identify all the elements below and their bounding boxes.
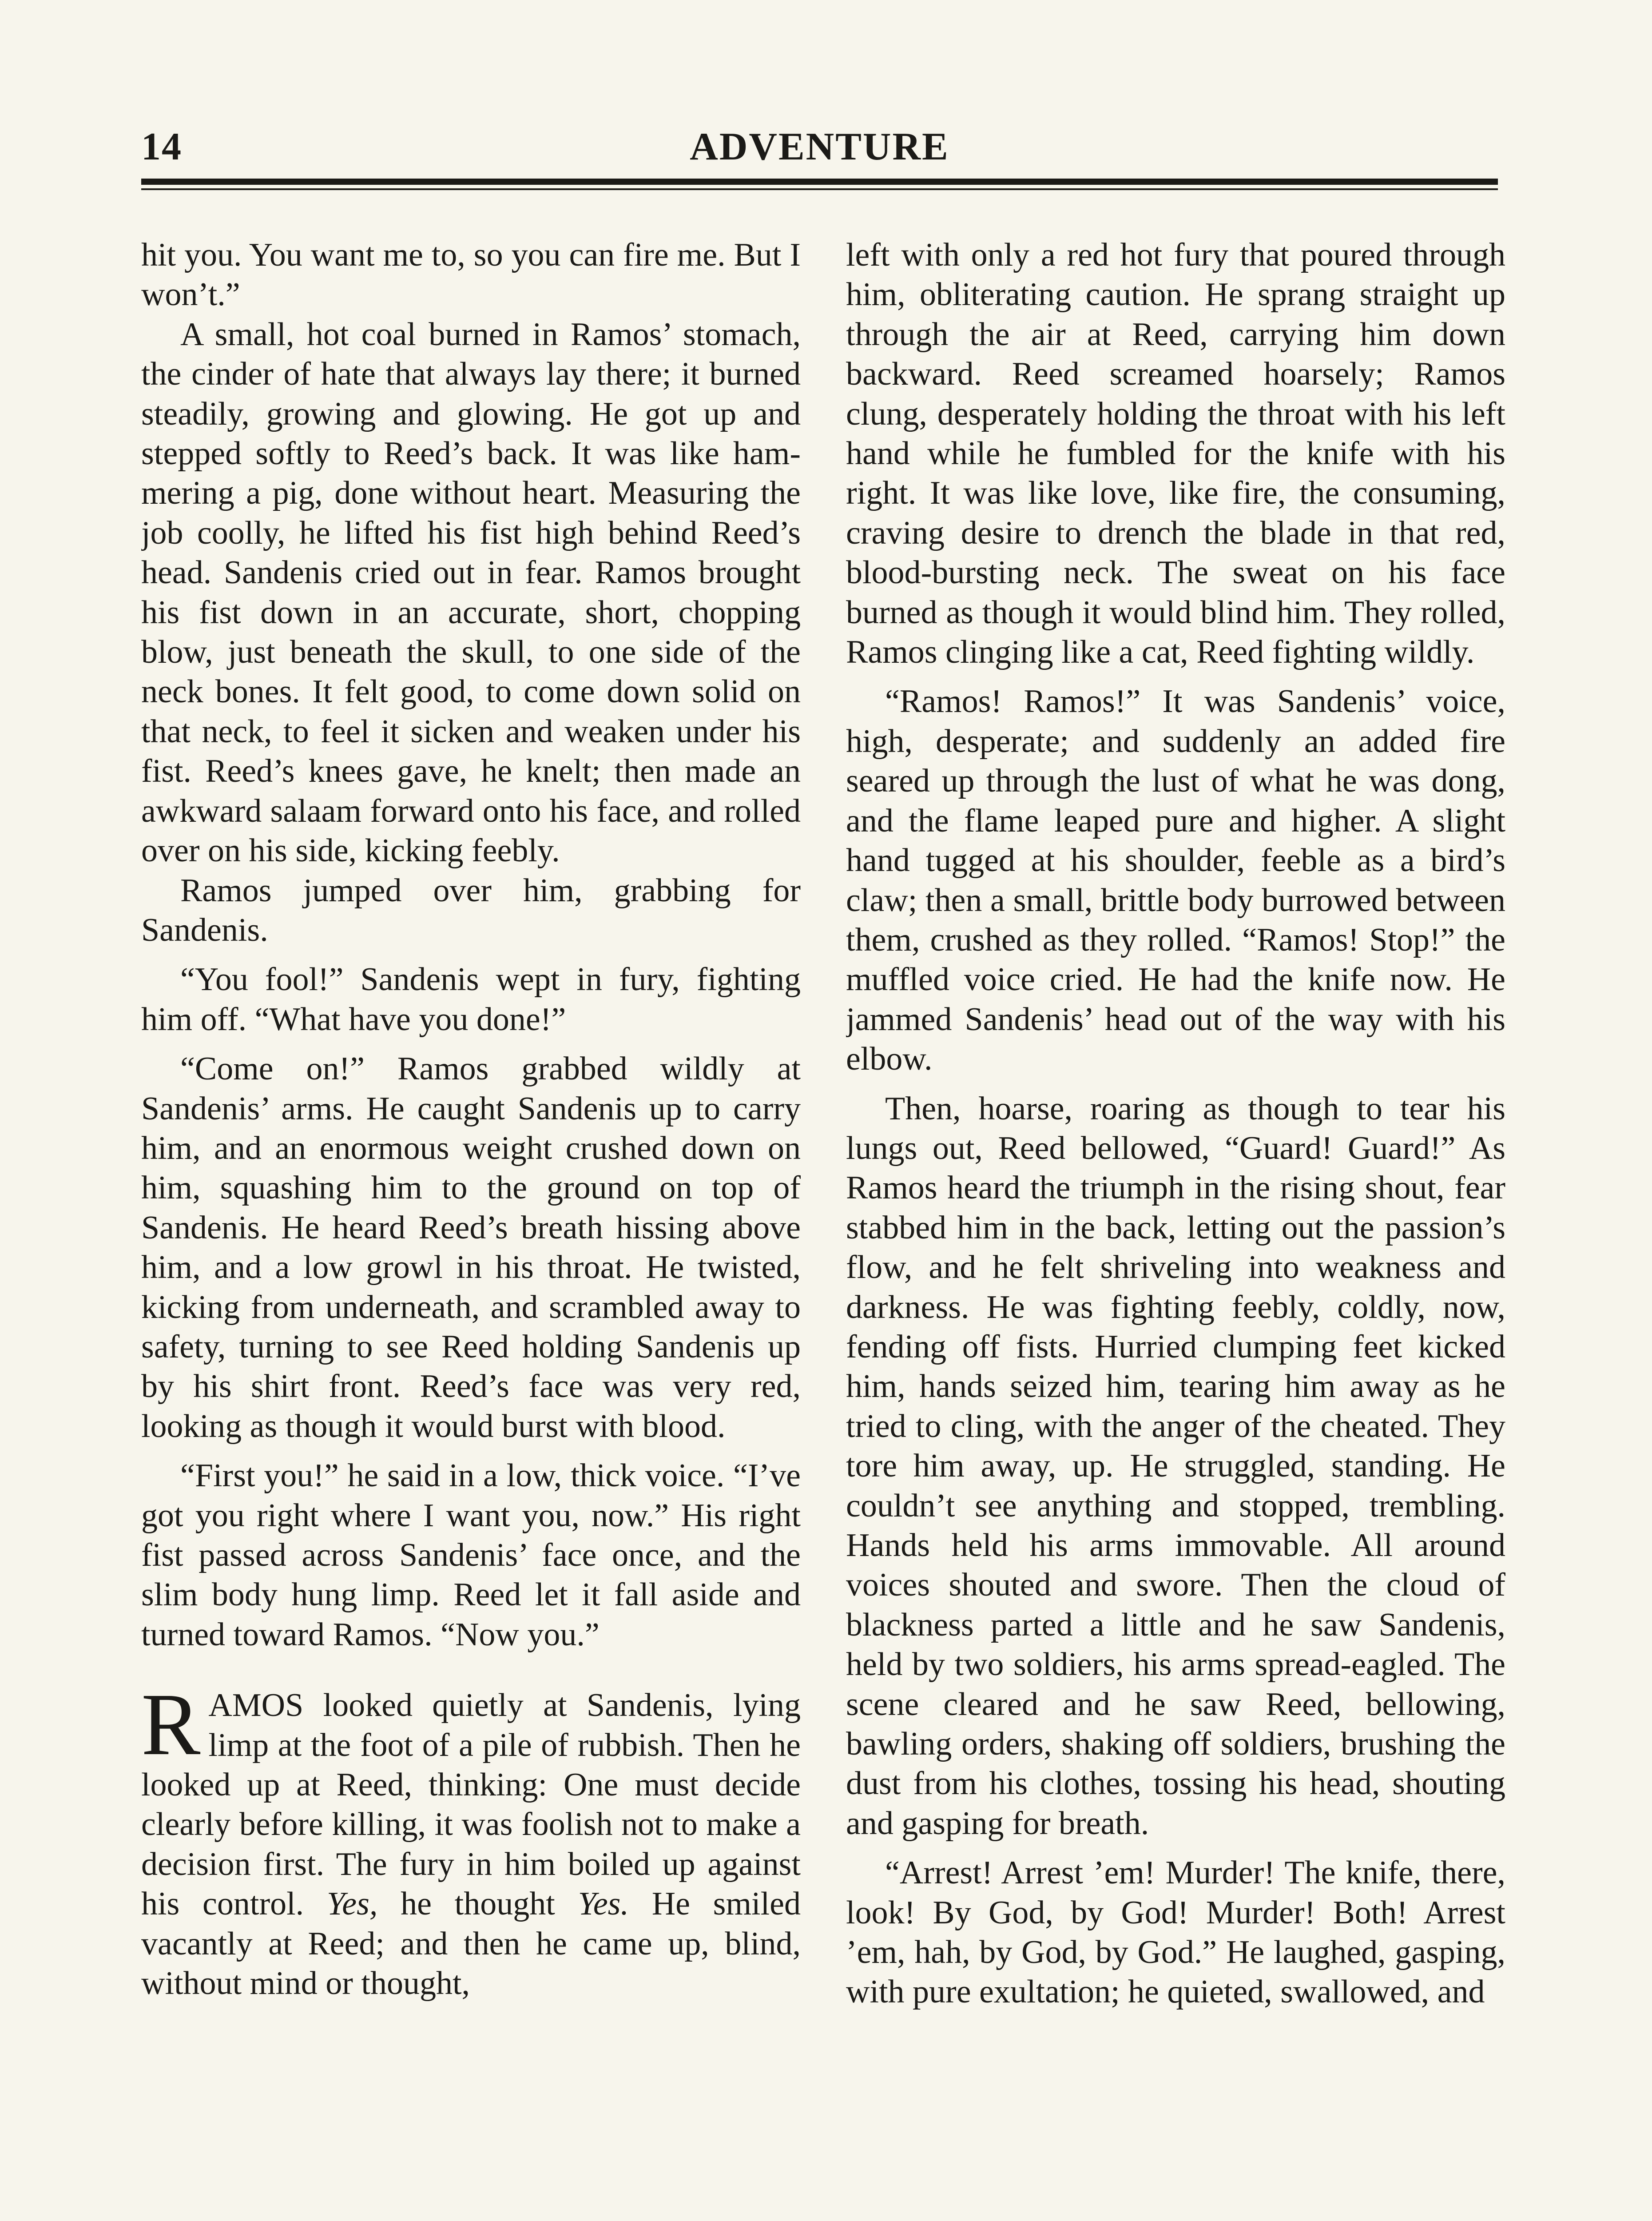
paragraph: A small, hot coal burned in Ramos’ stomach, the cinder of hate that always lay there; it burned steadily, growing and glowing. He got up and stepped softly to Reed’s back. It was like hammering a pig, done without heart. Measuring the job coolly, he lifted his fist high behind Reed’s head. Sandenis cried out in fear. Ramos brought his fist down in an accurate, short, chopping blow, just beneath the skull, to one side of the neck bones. It felt good, to come down solid on that neck, to feel it sicken and weaken under his fist. Reed’s knees gave, he knelt; then made an awkward salaam forward onto his face, and rolled over on his side, kicking feebly.: [141, 316, 801, 869]
paragraph: “Arrest! Arrest ’em! Murder! The knife, there, look! By God, by God! Murder! Both! Arrest ’em, hah, by God, by God.” He laughed, gasping, with pure exultation; he quieted, swallowed, and: [846, 1855, 1505, 2010]
magazine-title: ADVENTURE: [690, 125, 949, 168]
page-header: [141, 120, 1498, 178]
paragraph-text: AMOS looked quietly at Sandenis, lying limp at the foot of a pile of rubbish. Then he looked up at Reed, thinking: One must decide clearly before killing, it was foolish not to make a decision first. The fury in him boiled up against his control.: [141, 1687, 801, 1922]
paragraph: “You fool!” Sandenis wept in fury, fighting him off. “What have you done!”: [141, 961, 801, 1038]
paragraph: “First you!” he said in a low, thick voice. “I’ve got you right where I want you, now.” His right fist passed across Sandenis’ face once, and the slim body hung limp. Reed let it fall aside and turned toward Ramos. “Now you.”: [141, 1457, 801, 1653]
page-number: 14: [141, 125, 182, 168]
paragraph: “Ramos! Ramos!” It was Sandenis’ voice, high, desperate; and suddenly an added fire seared up through the lust of what he was dong, and the flame leaped pure and higher. A slight hand tugged at his shoulder, feeble as a bird’s claw; then a small, brittle body burrowed between them, crushed as they rolled. “Ramos! Stop!” the muffled voice cried. He had the knife now. He jammed Sandenis’ head out of the way with his elbow.: [846, 683, 1505, 1078]
paragraph: Then, hoarse, roaring as though to tear his lungs out, Reed bellowed, “Guard! Guard!” As Ramos heard the triumph in the rising shout, fear stabbed him in the back, letting out the passion’s flow, and he felt shriveling into weakness and darkness. He was fighting feebly, coldly, now, fending off fists. Hurried clumping feet kicked him, hands seized him, tearing him away as he tried to cling, with the anger of the cheated. They tore him away, up. He struggled, standing. He couldn’t see anything and stopped, trembling. Hands held his arms immovable. All around voices shouted and swore. Then the cloud of blackness parted a little and he saw Sandenis, held by two soldiers, his arms spread-eagled. The scene cleared and he saw Reed, bellowing, bawling orders, shaking off soldiers, brushing the dust from his clothes, tossing his head, shouting and gasping for breath.: [846, 1090, 1505, 1842]
header-rule-thin: [141, 188, 1498, 190]
right-column: [846, 235, 1505, 2221]
paragraph: left with only a red hot fury that poured through him, obliterating caution. He sprang straight up through the air at Reed, carrying him down backward. Reed screamed hoarsely; Ramos clung, desperately holding the throat with his left hand while he fumbled for the knife with his right. It was like love, like fire, the consuming, craving desire to drench the blade in that red, blood-bursting neck. The sweat on his face burned as though it would blind him. They rolled, Ramos clinging like a cat, Reed fighting wildly.: [846, 237, 1505, 671]
paragraph-text: He smiled vacantly at Reed; and then he came up, blind, without mind or thought,: [141, 1886, 801, 2002]
paragraph: “Come on!” Ramos grabbed wildly at Sandenis’ arms. He caught Sandenis up to carry him, and an enormous weight crushed down on him, squashing him to the ground on top of Sandenis. He heard Reed’s breath hissing above him, and a low growl in his throat. He twisted, kicking from underneath, and scrambled away to safety, turning to see Reed holding Sandenis up by his shirt front. Reed’s face was very red, looking as though it would burst with blood.: [141, 1051, 801, 1445]
drop-cap: R: [141, 1676, 201, 1774]
italic-word: Yes.: [578, 1886, 629, 1922]
paragraph-text: he thought: [401, 1886, 555, 1922]
paragraph: Ramos jumped over him, grabbing for Sandenis.: [141, 872, 801, 948]
italic-word: Yes,: [326, 1886, 378, 1922]
left-column: [141, 235, 801, 2221]
section-paragraph: [141, 1676, 801, 2003]
header-rule-thick: [141, 179, 1498, 185]
paragraph: hit you. You want me to, so you can fire me. But I won’t.”: [141, 237, 801, 313]
